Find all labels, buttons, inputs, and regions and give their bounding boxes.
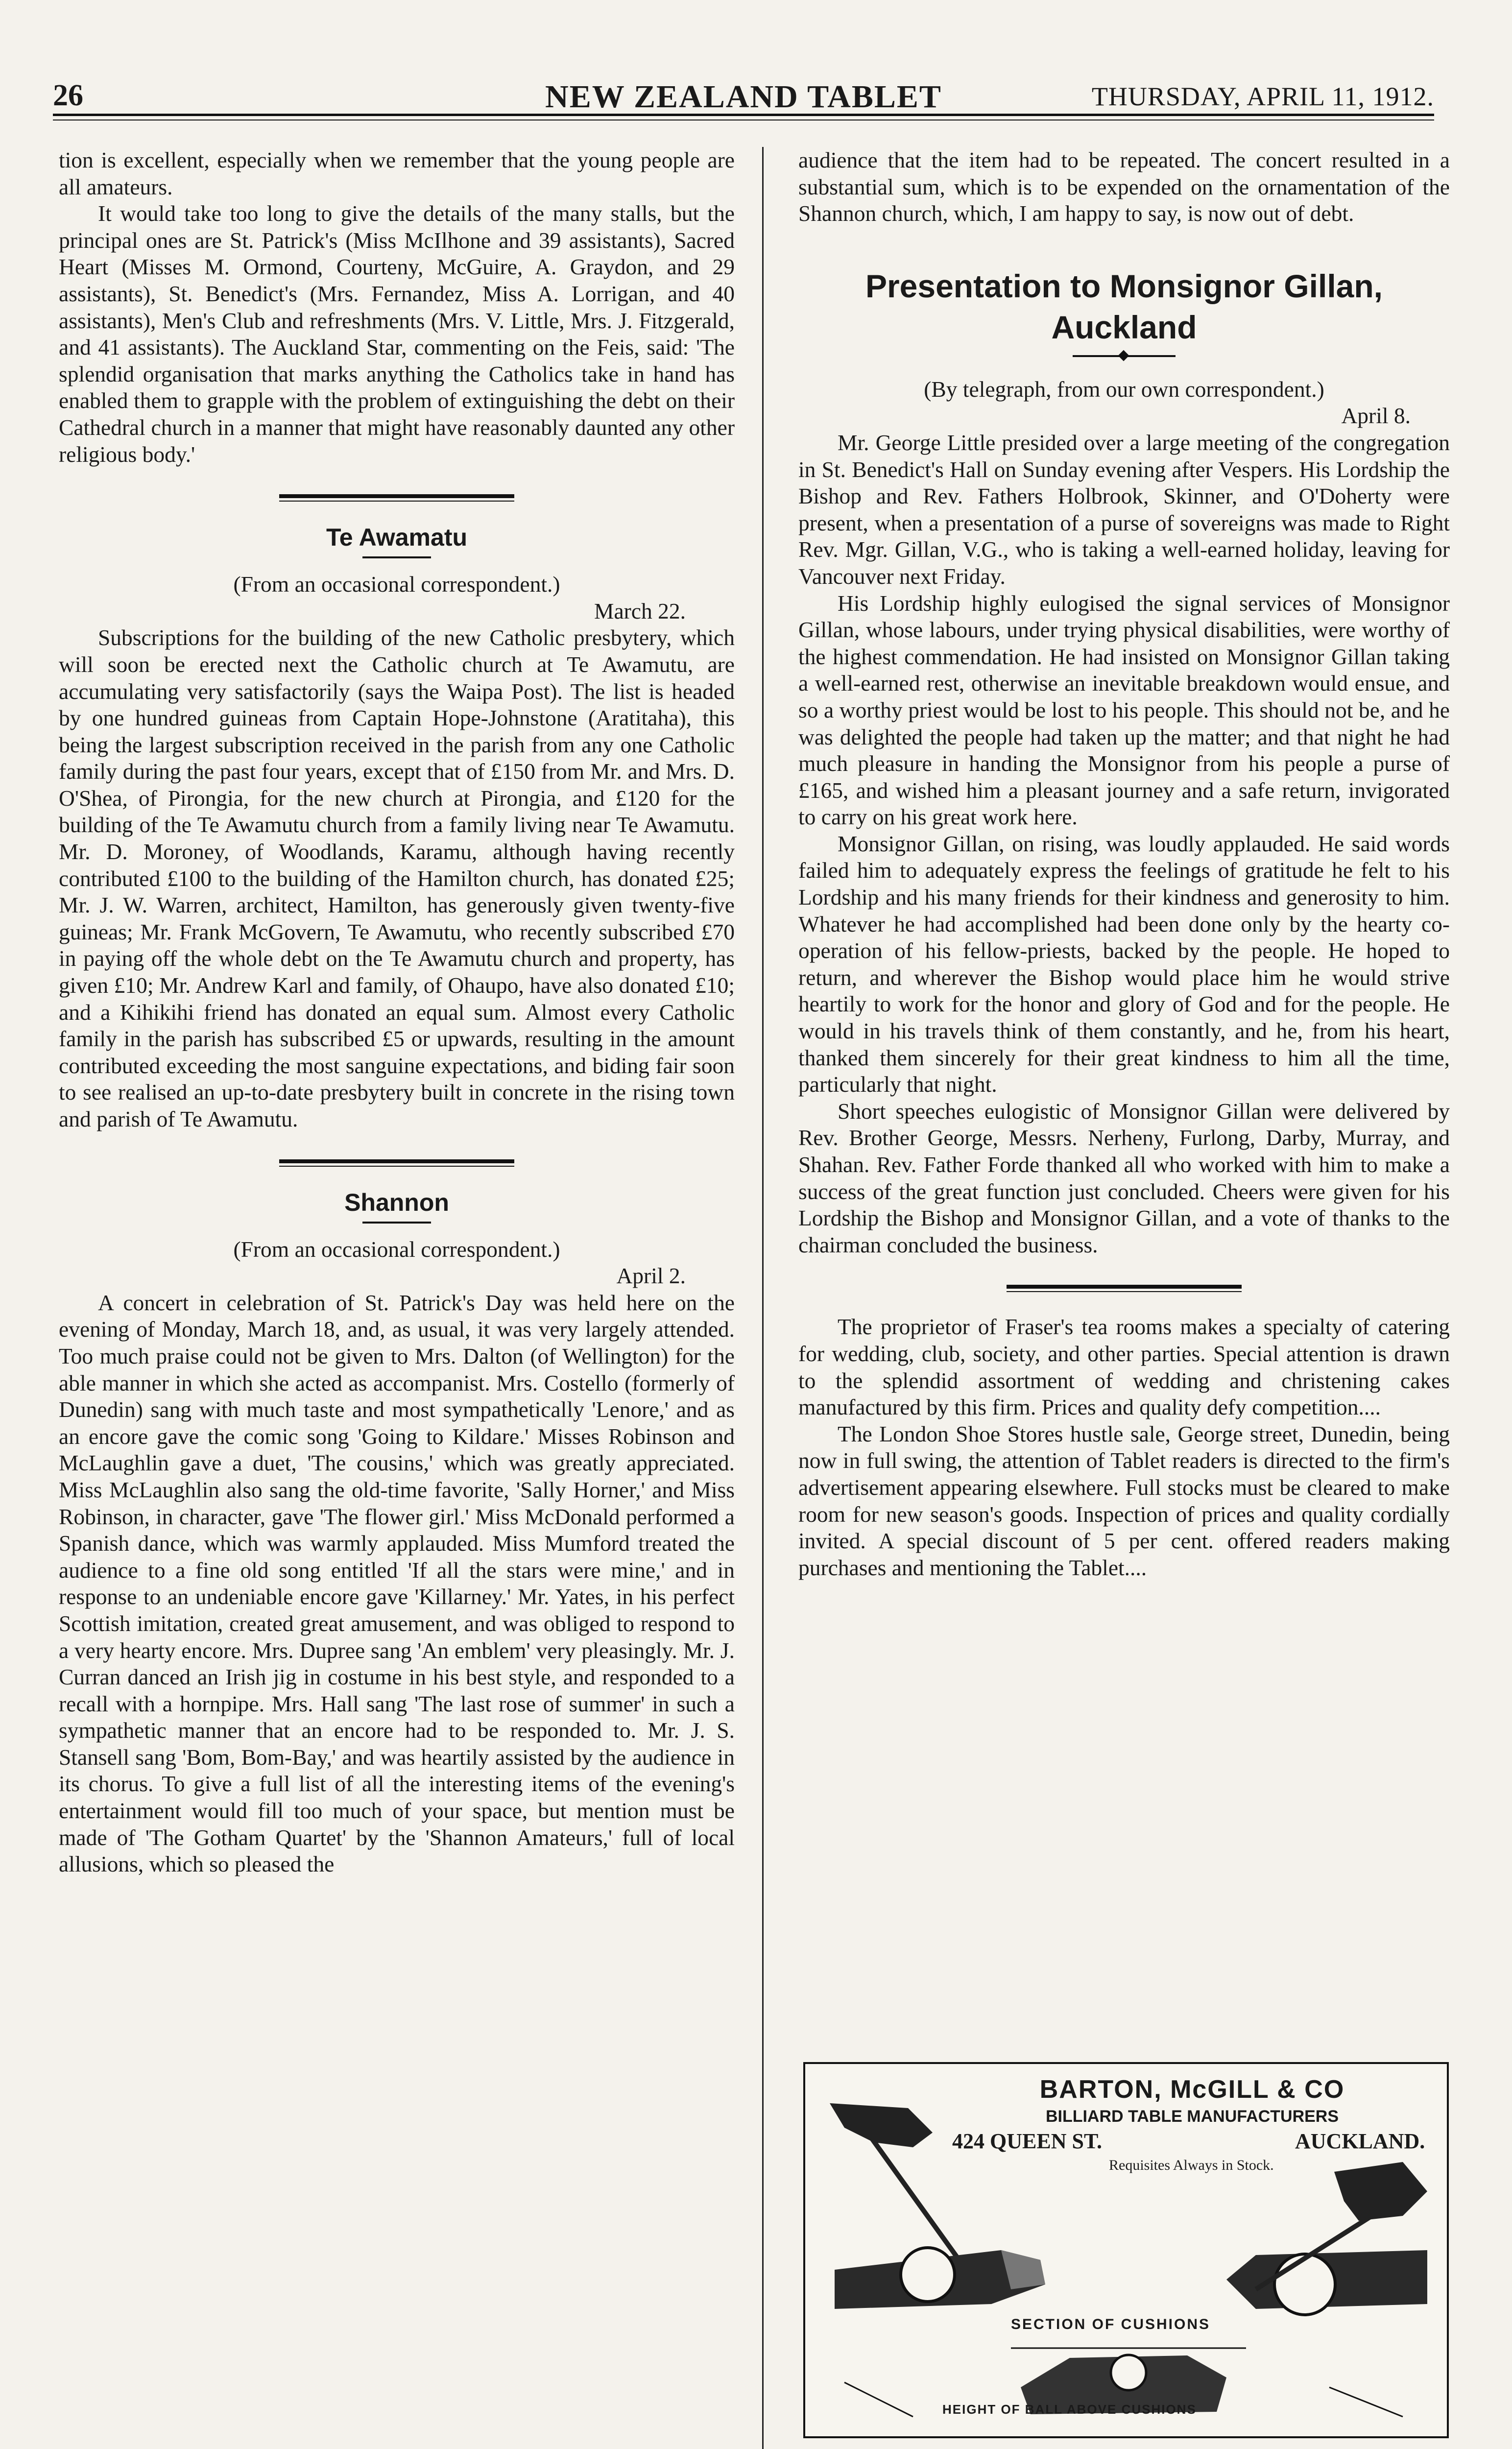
gillan-heading: Presentation to Monsignor Gillan, Auckland [865, 267, 1383, 345]
section-divider [279, 494, 514, 502]
notice-london-shoe-stores: The London Shoe Stores hustle sale, George street, Dunedin, being now in full swing, the attention of Tablet readers is directed to the firm's advertisement appearing elsewhere. Full stocks must be cleared to make room for new season's goods. Inspection of prices and quality cordially invited. A special discount of 5 per cent. offered readers making purchases and mentioning the Tablet.... [798, 1421, 1450, 1580]
gillan-paragraph: Monsignor Gillan, on rising, was loudly applauded. He said words failed him to adequately express the feelings of gratitude he felt to his Lordship and his many friends for their kindness and generosity to him. Whatever he had accomplished had been done only by the hearty co-operation of his fellow-priests, backed by the people. He hoped to return, and wherever the Bishop would place him he would strive heartily to work for the honor and glory of God and for the people. He would in his travels think of them constantly, and he, from his heart, thanked them sincerely for their great kindness to him all the time, particularly that night. [798, 831, 1450, 1097]
left-column [59, 147, 735, 1878]
te-awamutu-heading: Te Awamatu [326, 524, 468, 552]
gillan-byline: (By telegraph, from our own correspondent.) [924, 376, 1324, 402]
right-column [798, 147, 1450, 1581]
section-divider [1007, 1285, 1242, 1292]
advertiser-note: Requisites Always in Stock. [1109, 2157, 1274, 2173]
advertiser-city: AUCKLAND. [1295, 2129, 1425, 2153]
article-continuation-stalls: It would take too long to give the details of the many stalls, but the principal ones are St. Patrick's (Miss McIlhone and 39 assistants), Sacred Heart (Misses M. Ormond, Courteny, McGuire, A. Graydon, and 29 assistants), St. Benedict's (Mrs. Fernandez, Miss A. Lorrigan, and 40 assistants), Men's Club and refreshments (Mrs. V. Little, Mrs. J. Fitzgerald, and 41 assistants). The Auckland Star, commenting on the Feis, said: 'The splendid organisation that marks anything the Catholics take in hand has enabled them to grapple with the problem of extinguishing the debt on their Cathedral church in a manner that might have reasonably daunted any other religious body.' [59, 201, 735, 467]
billiard-cushion-illustration [815, 2074, 1437, 2426]
heading-rule [362, 1222, 431, 1224]
newspaper-title: NEW ZEALAND TABLET [545, 79, 942, 115]
advertisement-barton-mcgill [803, 2062, 1449, 2438]
shannon-date: April 2. [616, 1263, 686, 1289]
page-number: 26 [53, 79, 83, 112]
masthead [53, 78, 1434, 113]
heading-rule [362, 556, 431, 558]
advertiser-address: 424 QUEEN ST. [952, 2129, 1103, 2153]
illustration-caption: HEIGHT OF BALL ABOVE CUSHIONS [942, 2402, 1197, 2417]
gillan-date: April 8. [1341, 403, 1411, 429]
issue-date: THURSDAY, APRIL 11, 1912. [1091, 82, 1434, 111]
column-divider [762, 147, 764, 2449]
shannon-heading: Shannon [344, 1188, 449, 1216]
heading-diamond-rule [1073, 351, 1176, 361]
gillan-paragraph: Mr. George Little presided over a large meeting of the congregation in St. Benedict's Hall on Sunday evening after Vespers. His Lordship the Bishop and Rev. Fathers Holbrook, Skinner, and O'Doherty were present, when a presentation of a purse of sovereigns was made to Right Rev. Mgr. Gillan, V.G., who is taking a well-earned holiday, leaving for Vancouver next Friday. [798, 430, 1450, 589]
article-continuation-intro: tion is excellent, especially when we remember that the young people are all amateurs. [59, 147, 735, 199]
shannon-byline: (From an occasional correspondent.) [233, 1236, 560, 1262]
shannon-continuation: audience that the item had to be repeated. The concert resulted in a substantial sum, which is to be expended on the ornamentation of the Shannon church, which, I am happy to say, is now out of debt. [798, 147, 1450, 226]
advertiser-name: BARTON, McGILL & CO [1039, 2075, 1345, 2104]
gillan-paragraph: His Lordship highly eulogised the signal services of Monsignor Gillan, whose labours, under trying physical disabilities, were worthy of the highest commendation. He had insisted on Monsignor Gillan taking a well-earned rest, otherwise an inevitable breakdown would ensue, and so a worthy priest would be lost to his people. This should not be, and he was delighted the people had taken up the matter; and that night he had much pleasure in handing the Monsignor from his people a purse of £165, and wished him a pleasant journey and a safe return, invigorated to carry on his great work here. [798, 590, 1450, 830]
gillan-paragraph: Short speeches eulogistic of Monsignor Gillan were delivered by Rev. Brother George, Messrs. Nerheny, Furlong, Darby, Murray, and Shahan. Rev. Father Forde thanked all who worked with him to make a success of the great function just concluded. Cheers were given for his Lordship the Bishop and Monsignor Gillan, and a vote of thanks to the chairman concluded the business. [798, 1098, 1450, 1257]
shannon-body: A concert in celebration of St. Patrick's Day was held here on the evening of Monday, March 18, and, as usual, it was very largely attended. Too much praise could not be given to Mrs. Dalton (of Wellington) for the able manner in which she acted as accompanist. Mrs. Costello (formerly of Dunedin) sang with much taste and most sympathetically 'Lenore,' and as an encore gave the comic song 'Going to Kildare.' Misses Robinson and McLaughlin gave a duet, 'The cousins,' which was greatly appreciated. Miss McLaughlin also sang the old-time favorite, 'Sally Horner,' and Miss Robinson, in character, gave 'The flower girl.' Miss McDonald performed a Spanish dance, which was warmly applauded. Miss Mumford treated the audience to a fine old song entitled 'If all the stars were mine,' and in response to an undeniable encore gave 'Killarney.' Mr. Yates, in his perfect Scottish imitation, created great amusement, and was obliged to respond to a very hearty encore. Mrs. Dupree sang 'An emblem' very pleasingly. Mr. J. Curran danced an Irish jig in costume in his best style, and responded to a recall with a hornpipe. Mrs. Hall sang 'The last rose of summer' in such a sympathetic manner that an encore had to be responded to. Mr. J. S. Stansell sang 'Bom, Bom-Bay,' and was heartily assisted by the audience in its chorus. To give a full list of all the interesting items of the evening's entertainment would fill too much of your space, but mention must be made of 'The Gotham Quartet' by the 'Shannon Amateurs,' full of local allusions, which so pleased the [59, 1290, 735, 1877]
te-awamutu-body: Subscriptions for the building of the new Catholic presbytery, which will soon be erected next the Catholic church at Te Awamutu, are accumulating very satisfactorily (says the Waipa Post). The list is headed by one hundred guineas from Captain Hope-Johnstone (Aratitaha), this being the largest subscription received in the parish from any one Catholic family during the past four years, except that of £150 from Mr. and Mrs. D. O'Shea, of Pirongia, for the new church at Pirongia, and £120 for the building of the Te Awamutu church from a family living near Te Awamutu. Mr. D. Moroney, of Woodlands, Karamu, although having recently contributed £100 to the building of the Hamilton church, has donated £25; Mr. J. W. Warren, architect, Hamilton, has generously given twenty-five guineas; Mr. Frank McGovern, Te Awamutu, who recently subscribed £70 in paying off the whole debt on the Te Awamutu church and property, has given £10; Mr. Andrew Karl and family, of Ohaupo, have also donated £10; and a Kihikihi friend has donated an equal sum. Almost every Catholic family in the parish has subscribed £5 or upwards, resulting in the amount contributed exceeding the most sanguine expectations, and biding fair soon to see realised an up-to-date presbytery built in concrete in the rising town and parish of Te Awamutu. [59, 625, 735, 1131]
advertiser-tagline: BILLIARD TABLE MANUFACTURERS [1045, 2107, 1339, 2126]
illustration-caption: SECTION OF CUSHIONS [1011, 2316, 1211, 2332]
masthead-rule [53, 114, 1434, 116]
te-awamutu-date: March 22. [594, 598, 686, 624]
notice-frasers: The proprietor of Fraser's tea rooms makes a specialty of catering for wedding, club, society, and other parties. Special attention is drawn to the splendid assortment of wedding and christening cakes manufactured by this firm. Prices and quality defy competition.... [798, 1314, 1450, 1420]
section-divider [279, 1159, 514, 1167]
te-awamutu-byline: (From an occasional correspondent.) [233, 572, 560, 597]
